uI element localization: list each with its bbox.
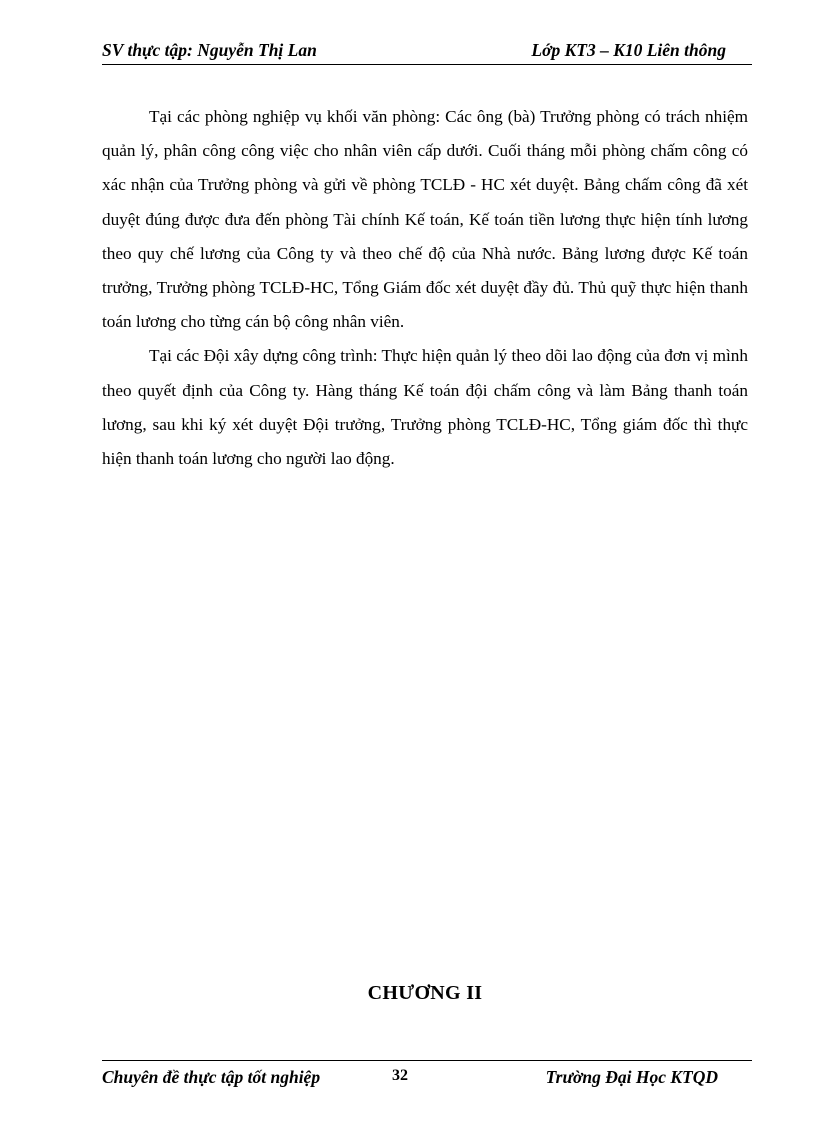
header-class-name: Lớp KT3 – K10 Liên thông [531, 40, 726, 60]
footer-topic: Chuyên đề thực tập tốt nghiệp [102, 1067, 321, 1087]
page-header [102, 38, 752, 65]
header-student-name: SV thực tập: Nguyễn Thị Lan [102, 40, 317, 60]
paragraph-office-departments: Tại các phòng nghiệp vụ khối văn phòng: Các ông (bà) Trưởng phòng có trách nhiệm quản lý, phân công công việc cho nhân viên cấp dưới. Cuối tháng mỗi phòng chấm công có xác nhận của Trưởng phòng và gửi về phòng TCLĐ - HC xét duyệt. Bảng chấm công đã xét duyệt đúng được đưa đến phòng Tài chính Kế toán, Kế toán tiền lương thực hiện tính lương theo quy chế lương của Công ty và theo chế độ của Nhà nước. Bảng lương được Kế toán trưởng, Trưởng phòng TCLĐ-HC, Tổng Giám đốc xét duyệt đầy đủ. Thủ quỹ thực hiện thanh toán lương cho từng cán bộ công nhân viên. [102, 107, 748, 332]
paragraph-construction-teams: Tại các Đội xây dựng công trình: Thực hiện quản lý theo dõi lao động của đơn vị mình theo quyết định của Công ty. Hàng tháng Kế toán đội chấm công và làm Bảng thanh toán lương, sau khi ký xét duyệt Đội trưởng, Trưởng phòng TCLĐ-HC, Tổng giám đốc thì thực hiện thanh toán lương cho người lao động. [102, 346, 748, 469]
chapter-title: CHƯƠNG II [367, 982, 483, 1004]
footer-school: Trường Đại Học KTQD [545, 1067, 718, 1087]
page-number: 32 [392, 1067, 408, 1084]
body-text [102, 100, 748, 476]
page-footer [102, 1060, 752, 1091]
